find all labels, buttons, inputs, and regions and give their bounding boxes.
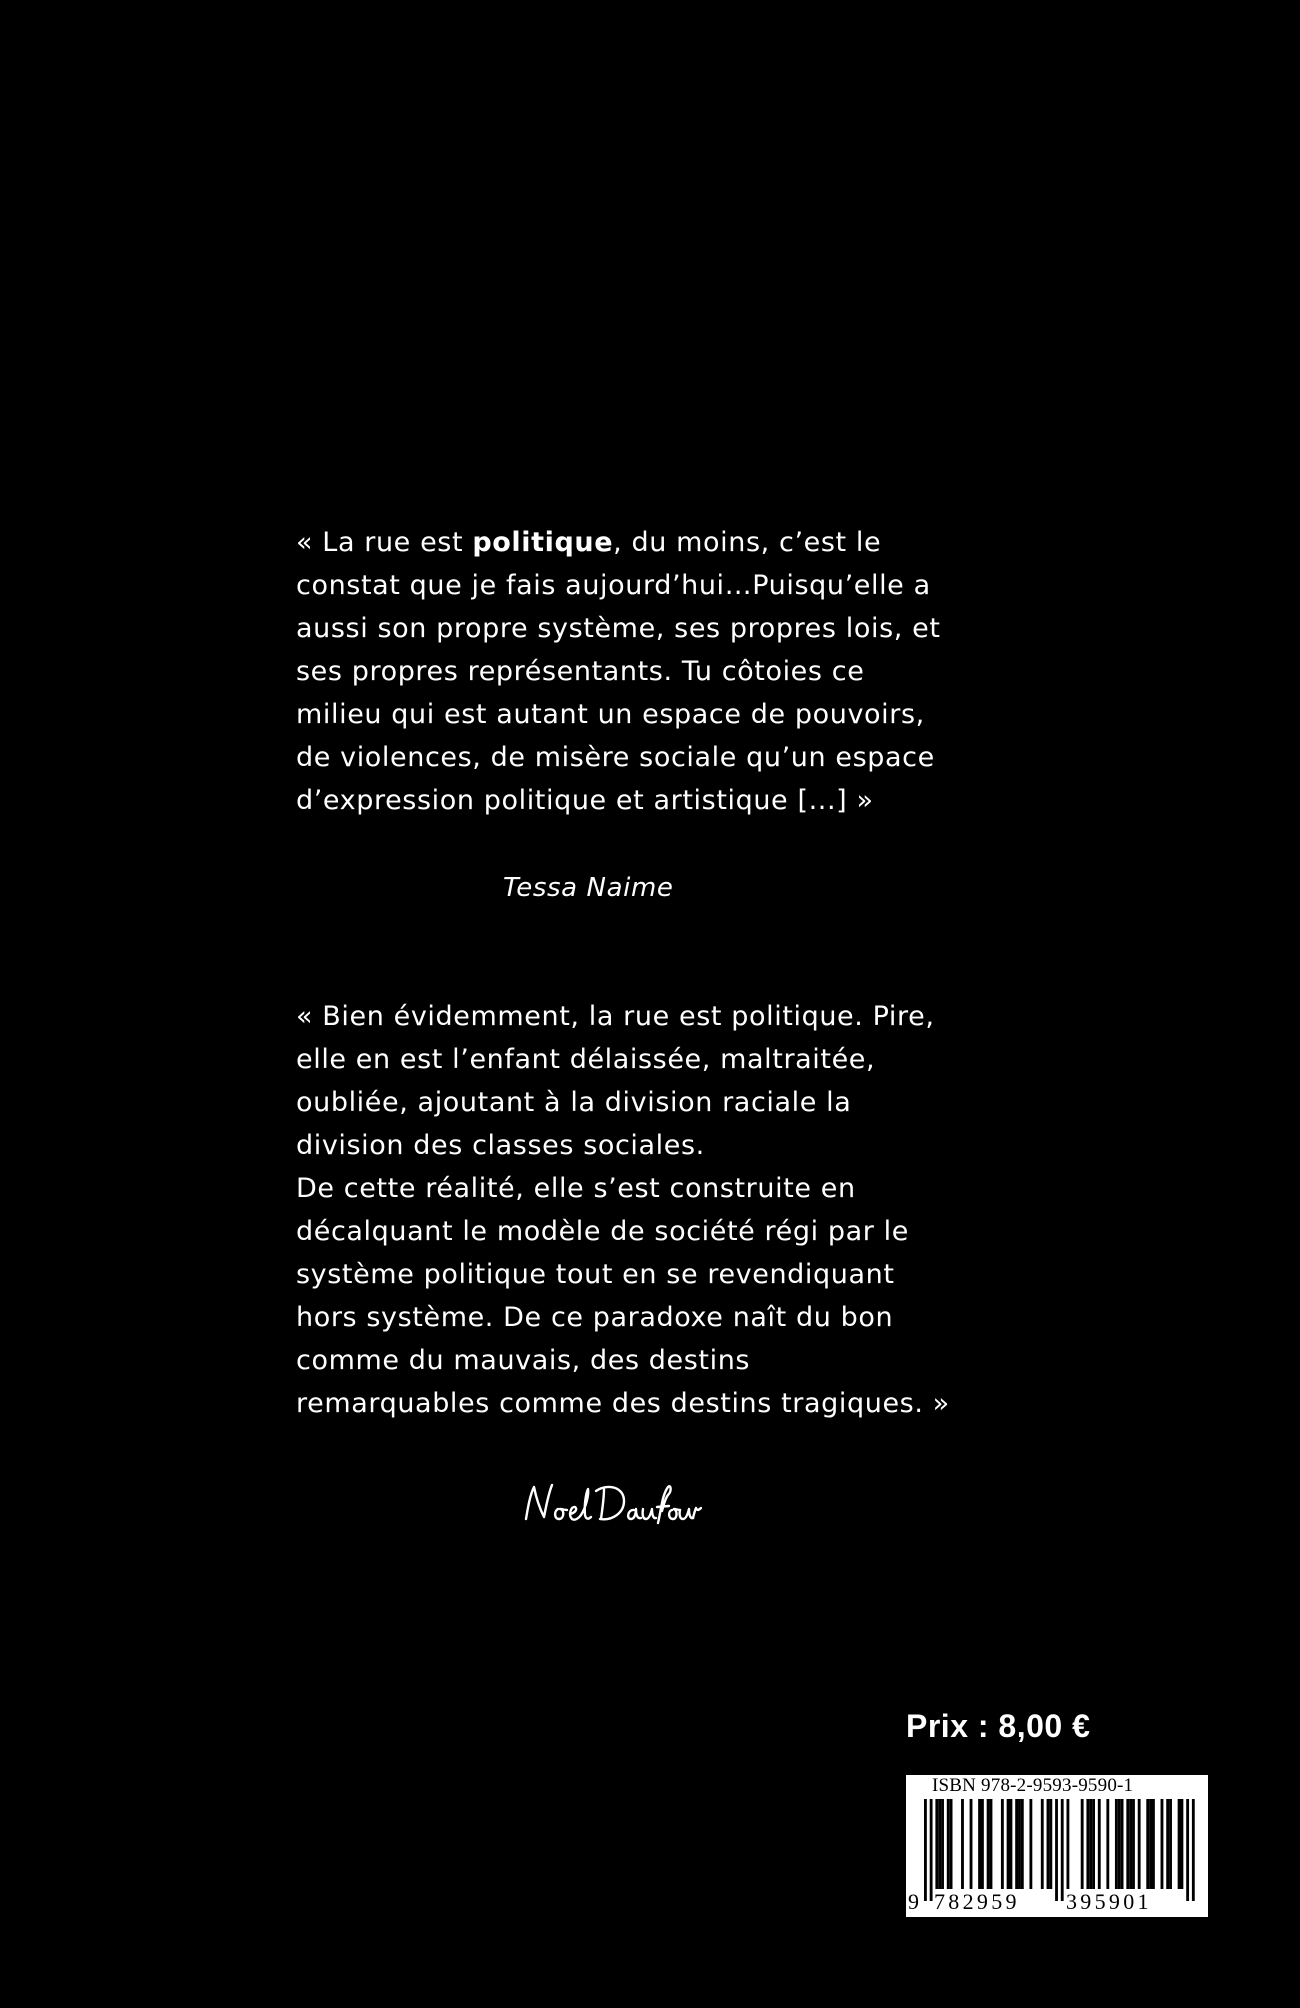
quote-line: aussi son propre système, ses propres lois, et	[296, 613, 941, 644]
barcode-bar	[1098, 1799, 1101, 1889]
ean-left-digits: 782959	[934, 1889, 1020, 1914]
quote-line: remarquables comme des destins tragiques. »	[296, 1388, 950, 1419]
barcode-bar	[1186, 1799, 1189, 1901]
barcode-bar	[1089, 1799, 1092, 1889]
barcode-bar	[1149, 1799, 1152, 1889]
barcode-bar	[1192, 1799, 1195, 1901]
barcode-bar	[978, 1799, 981, 1889]
barcode-bar	[1152, 1799, 1155, 1889]
barcode-bar	[1029, 1799, 1032, 1889]
quote-line: « La rue est politique, du moins, c’est le	[296, 527, 882, 558]
barcode-bar	[1181, 1799, 1184, 1889]
barcode-bar	[1106, 1799, 1109, 1889]
quote-line: ses propres représentants. Tu côtoies ce	[296, 656, 865, 687]
quote-tessa-naime	[296, 521, 1016, 822]
barcode-bar	[987, 1799, 990, 1889]
barcode-bar	[1047, 1799, 1050, 1889]
quote-line: oubliée, ajoutant à la division raciale la	[296, 1087, 852, 1118]
barcode-bar	[1018, 1799, 1021, 1889]
barcode-bar	[1115, 1799, 1118, 1889]
barcode-bar	[1126, 1799, 1129, 1889]
barcode-bar	[961, 1799, 964, 1889]
barcode-bar	[970, 1799, 973, 1889]
barcode-bar	[1146, 1799, 1149, 1889]
quote-line: constat que je fais aujourd’hui…Puisqu’elle a	[296, 570, 931, 601]
barcode-bar	[1015, 1799, 1018, 1889]
barcode-bar	[1061, 1799, 1064, 1901]
ean-first-digit: 9	[908, 1889, 923, 1914]
ean-right-digits: 395901	[1066, 1889, 1152, 1914]
barcode-bar	[1010, 1799, 1013, 1889]
quote-line: « Bien évidemment, la rue est politique. Pire,	[296, 1001, 935, 1032]
handwritten-signature	[522, 1479, 702, 1529]
barcode-bar	[1049, 1799, 1052, 1889]
barcode-bar	[950, 1799, 953, 1889]
quote-line: comme du mauvais, des destins	[296, 1345, 751, 1376]
barcode-bar	[1129, 1799, 1132, 1889]
barcode-bar	[930, 1799, 933, 1901]
emphasis-word: politique	[472, 527, 614, 558]
barcode-bar	[1166, 1799, 1169, 1889]
barcode-bar	[1121, 1799, 1124, 1889]
barcode-bar	[1118, 1799, 1121, 1889]
barcode-bar	[1086, 1799, 1089, 1889]
barcode-bar	[924, 1799, 927, 1901]
barcode-bar	[938, 1799, 941, 1889]
quote-line: hors système. De ce paradoxe naît du bon	[296, 1302, 894, 1333]
quote-line: milieu qui est autant un espace de pouvoirs,	[296, 699, 925, 730]
quote-line: De cette réalité, elle s’est construite en	[296, 1173, 856, 1204]
barcode-bar	[990, 1799, 993, 1889]
barcode-bar	[981, 1799, 984, 1889]
barcode-bar	[941, 1799, 944, 1889]
isbn-barcode	[906, 1775, 1208, 1917]
quote-attribution-tessa-naime: Tessa Naime	[503, 873, 674, 903]
barcode-bar	[1138, 1799, 1141, 1889]
quote-line: division des classes sociales.	[296, 1130, 705, 1161]
quote-noel-daufour	[296, 995, 1016, 1425]
barcode-bar	[1001, 1799, 1004, 1889]
barcode-bar	[1178, 1799, 1181, 1889]
quote-line: système politique tout en se revendiquant	[296, 1259, 895, 1290]
barcode-bar	[935, 1799, 938, 1889]
isbn-label: ISBN 978-2-9593-9590-1	[932, 1775, 1134, 1796]
barcode-bar	[1055, 1799, 1058, 1901]
price-label: Prix : 8,00 €	[906, 1708, 1091, 1744]
quote-line: décalquant le modèle de société régi par le	[296, 1216, 909, 1247]
barcode-bar	[1067, 1799, 1070, 1889]
quote-line: d’expression politique et artistique [...] »	[296, 785, 874, 816]
barcode-bar	[1169, 1799, 1172, 1889]
quote-line: elle en est l’enfant délaissée, maltraitée,	[296, 1044, 876, 1075]
barcode-bar	[1132, 1799, 1135, 1889]
barcode-bar	[1161, 1799, 1164, 1889]
barcode-bar	[1092, 1799, 1095, 1889]
quote-line: de violences, de misère sociale qu’un espace	[296, 742, 935, 773]
barcode-bar	[1041, 1799, 1044, 1889]
barcode-bar	[1081, 1799, 1084, 1889]
barcode-bar	[1021, 1799, 1024, 1889]
barcode-bar	[1007, 1799, 1010, 1889]
barcode-bar	[947, 1799, 950, 1889]
